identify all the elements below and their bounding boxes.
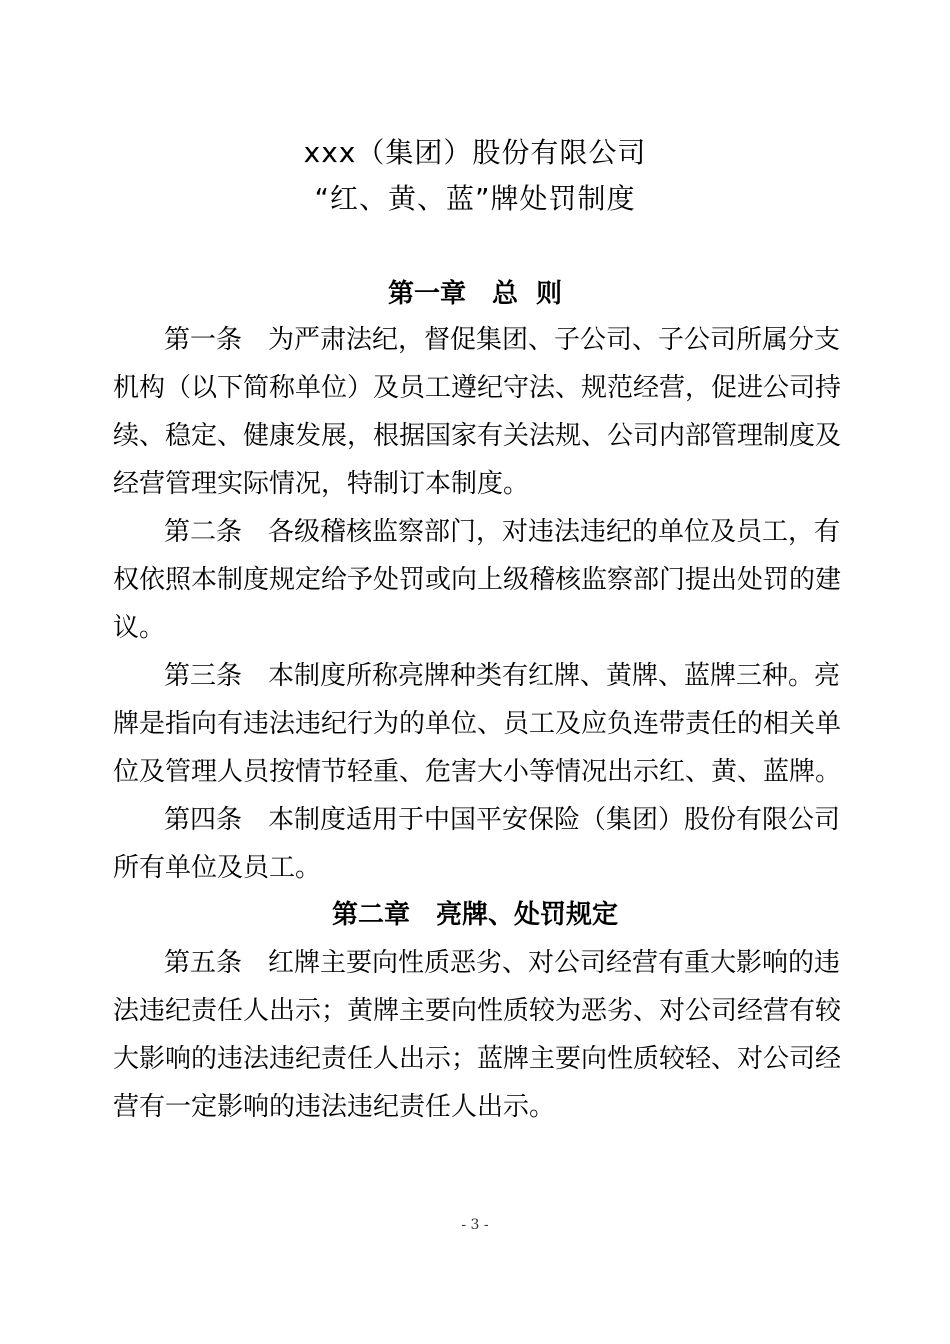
article-text: 各级稽核监察部门，对违法违纪的单位及员工，有 xyxy=(268,517,841,547)
article-3-line-3: 位及管理人员按情节轻重、危害大小等情况出示红、黄、蓝牌。 xyxy=(113,757,842,787)
article-text: 本制度适用于中国平安保险（集团）股份有限公司 xyxy=(268,805,841,835)
article-label: 第一条 xyxy=(164,325,243,355)
chapter-heading-1: 第一章 总 则 xyxy=(387,279,563,309)
article-label: 第三条 xyxy=(164,661,243,691)
article-label: 第五条 xyxy=(164,948,243,978)
article-3-first-line xyxy=(164,658,841,694)
chapter-heading-2: 第二章 亮牌、处罚规定 xyxy=(331,900,618,930)
article-text: 本制度所称亮牌种类有红牌、黄牌、蓝牌三种。亮 xyxy=(268,661,841,691)
article-text: 为严肃法纪，督促集团、子公司、子公司所属分支 xyxy=(268,325,841,355)
document-title: xxx（集团）股份有限公司 xyxy=(303,136,647,169)
article-4-first-line xyxy=(164,802,841,838)
article-1-first-line xyxy=(164,322,841,358)
page-number: - 3 - xyxy=(461,1217,489,1233)
article-label: 第四条 xyxy=(164,805,243,835)
article-2-line-2: 权依照本制度规定给予处罚或向上级稽核监察部门提出处罚的建 xyxy=(113,565,842,595)
article-2-first-line xyxy=(164,514,841,550)
article-5-first-line xyxy=(164,945,841,981)
article-5-line-4: 营有一定影响的违法违纪责任人出示。 xyxy=(113,1092,556,1122)
article-text: 红牌主要向性质恶劣、对公司经营有重大影响的违 xyxy=(268,948,841,978)
article-5-line-2: 法违纪责任人出示；黄牌主要向性质较为恶劣、对公司经营有较 xyxy=(113,996,842,1026)
document-subtitle: “红、黄、蓝”牌处罚制度 xyxy=(314,182,636,215)
article-1-line-4: 经营管理实际情况，特制订本制度。 xyxy=(113,469,530,499)
article-5-line-3: 大影响的违法违纪责任人出示；蓝牌主要向性质较轻、对公司经 xyxy=(113,1044,842,1074)
article-1-line-2: 机构（以下简称单位）及员工遵纪守法、规范经营，促进公司持 xyxy=(113,373,842,403)
article-label: 第二条 xyxy=(164,517,243,547)
article-2-line-3: 议。 xyxy=(113,613,166,643)
article-4-line-2: 所有单位及员工。 xyxy=(113,853,322,883)
article-1-line-3: 续、稳定、健康发展，根据国家有关法规、公司内部管理制度及 xyxy=(113,421,842,451)
article-3-line-2: 牌是指向有违法违纪行为的单位、员工及应负连带责任的相关单 xyxy=(113,709,842,739)
